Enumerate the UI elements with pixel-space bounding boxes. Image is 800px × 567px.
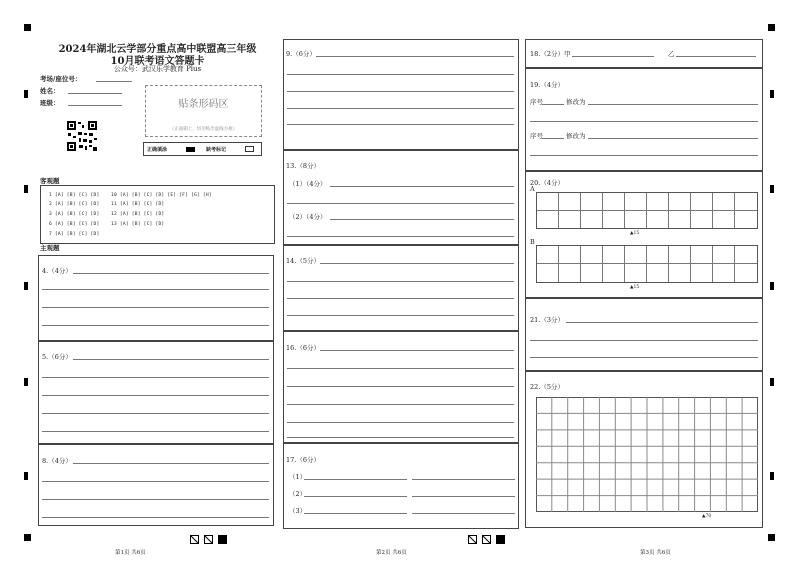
question-22-box bbox=[525, 371, 763, 528]
answer-line[interactable] bbox=[304, 513, 407, 514]
side-mark bbox=[24, 185, 28, 193]
seat-label: 考场/座位号： bbox=[40, 75, 82, 83]
question-19-change-label: 修改为 bbox=[566, 132, 586, 140]
corner-mark bbox=[768, 24, 775, 31]
question-22-count: ▲70 bbox=[702, 514, 712, 519]
answer-line[interactable] bbox=[287, 74, 514, 75]
objective-box bbox=[40, 185, 275, 244]
question-14-label: 14.（5分） bbox=[286, 257, 320, 265]
question-22-grid[interactable] bbox=[536, 397, 758, 512]
question-9-label: 9.（6分） bbox=[286, 50, 316, 58]
page-number-2: 第2页 共6页 bbox=[376, 550, 407, 556]
question-9-box bbox=[283, 39, 519, 150]
answer-line[interactable] bbox=[287, 124, 514, 125]
question-8-box bbox=[38, 444, 274, 526]
question-5-label: 5.（6分） bbox=[42, 353, 72, 361]
question-17-2-label: （2） bbox=[289, 490, 307, 498]
answer-line[interactable] bbox=[287, 368, 514, 369]
question-13-box bbox=[283, 150, 519, 245]
question-20-box bbox=[525, 171, 763, 298]
exam-title-line1: 2024年湖北云学部分重点高中联盟高三年级 bbox=[58, 44, 257, 55]
barcode-area bbox=[145, 85, 262, 137]
answer-line[interactable] bbox=[42, 377, 269, 378]
page-number-1: 第1页 共6页 bbox=[115, 550, 146, 556]
answer-line[interactable] bbox=[287, 281, 514, 282]
answer-line[interactable] bbox=[287, 203, 514, 204]
question-16-label: 16.（6分） bbox=[286, 344, 320, 352]
question-20-a-label: A bbox=[530, 185, 535, 193]
question-17-3-label: （3） bbox=[289, 507, 307, 515]
filled-mark-icon bbox=[186, 147, 195, 152]
choice-row[interactable]: 6 [A] [B] [C] [D] bbox=[49, 222, 100, 227]
answer-line[interactable] bbox=[42, 325, 269, 326]
page-code-box bbox=[468, 535, 477, 544]
answer-line[interactable] bbox=[42, 431, 269, 432]
exam-title-line2: 10月联考语文答题卡 bbox=[110, 56, 205, 67]
qr-code-icon bbox=[67, 121, 97, 151]
question-19-label: 19.（4分） bbox=[530, 81, 564, 89]
side-mark bbox=[24, 282, 28, 290]
question-17-1-label: （1） bbox=[289, 473, 307, 481]
answer-line[interactable] bbox=[330, 186, 514, 187]
question-20-label: 20.（4分） bbox=[530, 179, 564, 187]
subjective-title: 主观题 bbox=[40, 244, 60, 252]
question-18-b-label: 乙 bbox=[668, 50, 675, 58]
answer-line[interactable] bbox=[320, 263, 514, 264]
question-20-a-count: ▲15 bbox=[630, 231, 640, 236]
question-8-label: 8.（4分） bbox=[42, 457, 72, 465]
choice-row[interactable]: 13 [A] [B] [C] [D] bbox=[111, 222, 165, 227]
choice-row[interactable]: 12 [A] [B] [C] [D] bbox=[111, 212, 165, 217]
name-label: 姓名： bbox=[40, 87, 60, 95]
question-17-box bbox=[283, 443, 519, 529]
name-field[interactable] bbox=[68, 93, 122, 94]
objective-title: 客观题 bbox=[40, 177, 60, 185]
answer-line[interactable] bbox=[287, 298, 514, 299]
side-mark bbox=[24, 472, 28, 480]
answer-line[interactable] bbox=[316, 56, 514, 57]
fill-example-box bbox=[143, 142, 262, 156]
question-4-box bbox=[38, 255, 274, 341]
answer-line[interactable] bbox=[42, 517, 269, 518]
question-20-b-grid[interactable] bbox=[536, 245, 758, 283]
question-14-box bbox=[283, 245, 519, 331]
question-19-change-label: 修改为 bbox=[566, 98, 586, 106]
question-18-label: 18.（2分）甲 bbox=[530, 50, 571, 58]
absent-checkbox[interactable] bbox=[245, 146, 254, 152]
question-5-box bbox=[38, 341, 274, 444]
answer-line[interactable] bbox=[572, 56, 654, 57]
answer-line[interactable] bbox=[42, 499, 269, 500]
choice-row[interactable]: 7 [A] [B] [C] [D] bbox=[49, 232, 100, 237]
side-mark bbox=[770, 185, 774, 193]
question-19-no-label: 序号 bbox=[530, 98, 543, 106]
answer-line[interactable] bbox=[287, 91, 514, 92]
question-17-label: 17.（6分） bbox=[286, 456, 320, 464]
answer-line[interactable] bbox=[530, 357, 758, 358]
choice-row[interactable]: 11 [A] [B] [C] [D] bbox=[111, 202, 165, 207]
page-code-mark bbox=[218, 535, 227, 544]
choice-row[interactable]: 2 [A] [B] [C] [D] bbox=[49, 202, 100, 207]
answer-line[interactable] bbox=[530, 155, 758, 156]
answer-line[interactable] bbox=[530, 121, 758, 122]
side-mark bbox=[770, 378, 774, 386]
answer-line[interactable] bbox=[73, 273, 269, 274]
page-code-box bbox=[190, 535, 199, 544]
answer-line[interactable] bbox=[530, 340, 758, 341]
choice-row[interactable]: 10 [A] [B] [C] [D] [E] [F] [G] [H] bbox=[111, 193, 212, 198]
question-19-no-label: 序号 bbox=[530, 132, 543, 140]
answer-line[interactable] bbox=[320, 350, 514, 351]
question-20-a-grid[interactable] bbox=[536, 192, 758, 229]
question-21-label: 21.（3分） bbox=[530, 316, 564, 324]
answer-line[interactable] bbox=[287, 386, 514, 387]
page-code-box bbox=[204, 535, 213, 544]
answer-line[interactable] bbox=[330, 219, 514, 220]
answer-line[interactable] bbox=[42, 307, 269, 308]
answer-line[interactable] bbox=[588, 104, 758, 105]
page-code-box bbox=[482, 535, 491, 544]
class-label: 班级： bbox=[40, 99, 60, 107]
seat-field[interactable] bbox=[96, 81, 132, 82]
question-18-box bbox=[525, 39, 763, 68]
question-19-box bbox=[525, 68, 763, 171]
answer-line[interactable] bbox=[73, 359, 269, 360]
page-code-mark bbox=[496, 535, 505, 544]
question-13-label: 13.（8分） bbox=[286, 162, 320, 170]
question-4-label: 4.（4分） bbox=[42, 267, 72, 275]
question-13-1-label: （1）（4分） bbox=[289, 180, 327, 188]
answer-line[interactable] bbox=[588, 138, 758, 139]
answer-line[interactable] bbox=[42, 413, 269, 414]
side-mark bbox=[770, 90, 774, 98]
page-number-3: 第3页 共6页 bbox=[640, 550, 671, 556]
answer-line[interactable] bbox=[42, 395, 269, 396]
answer-line[interactable] bbox=[304, 496, 407, 497]
barcode-title: 贴条形码区 bbox=[178, 99, 229, 110]
side-mark bbox=[24, 378, 28, 386]
choice-row[interactable]: 3 [A] [B] [C] [D] bbox=[49, 212, 100, 217]
corner-mark bbox=[24, 24, 31, 31]
absent-mark-label: 缺考标记 bbox=[206, 147, 227, 153]
answer-line[interactable] bbox=[287, 236, 514, 237]
answer-line[interactable] bbox=[287, 315, 514, 316]
answer-line[interactable] bbox=[42, 289, 269, 290]
question-16-box bbox=[283, 331, 519, 443]
corner-mark bbox=[768, 534, 775, 541]
answer-line[interactable] bbox=[287, 437, 514, 438]
answer-line[interactable] bbox=[412, 496, 515, 497]
question-22-label: 22.（5分） bbox=[530, 383, 564, 391]
corner-mark bbox=[24, 534, 31, 541]
answer-line[interactable] bbox=[676, 56, 756, 57]
answer-line[interactable] bbox=[542, 138, 564, 139]
answer-line[interactable] bbox=[42, 481, 269, 482]
answer-line[interactable] bbox=[73, 463, 269, 464]
answer-line[interactable] bbox=[542, 104, 564, 105]
question-20-b-count: ▲15 bbox=[630, 285, 640, 290]
class-field[interactable] bbox=[68, 105, 122, 106]
answer-line[interactable] bbox=[412, 479, 515, 480]
answer-line[interactable] bbox=[287, 404, 514, 405]
question-13-2-label: （2）（4分） bbox=[289, 213, 327, 221]
side-mark bbox=[770, 282, 774, 290]
exam-subtitle: 公众号：武汉乐学教育 Plus bbox=[113, 65, 202, 73]
answer-line[interactable] bbox=[287, 422, 514, 423]
side-mark bbox=[24, 90, 28, 98]
side-mark bbox=[770, 472, 774, 480]
answer-line[interactable] bbox=[287, 108, 514, 109]
correct-fill-label: 正确填涂 bbox=[147, 147, 168, 153]
choice-row[interactable]: 1 [A] [B] [C] [D] bbox=[49, 193, 100, 198]
question-20-b-label: B bbox=[530, 238, 535, 246]
answer-line[interactable] bbox=[304, 479, 407, 480]
answer-line[interactable] bbox=[566, 322, 758, 323]
answer-line[interactable] bbox=[412, 513, 515, 514]
question-21-box bbox=[525, 298, 763, 371]
barcode-note: （正面朝上，切勿贴出虚线方框） bbox=[169, 127, 238, 132]
